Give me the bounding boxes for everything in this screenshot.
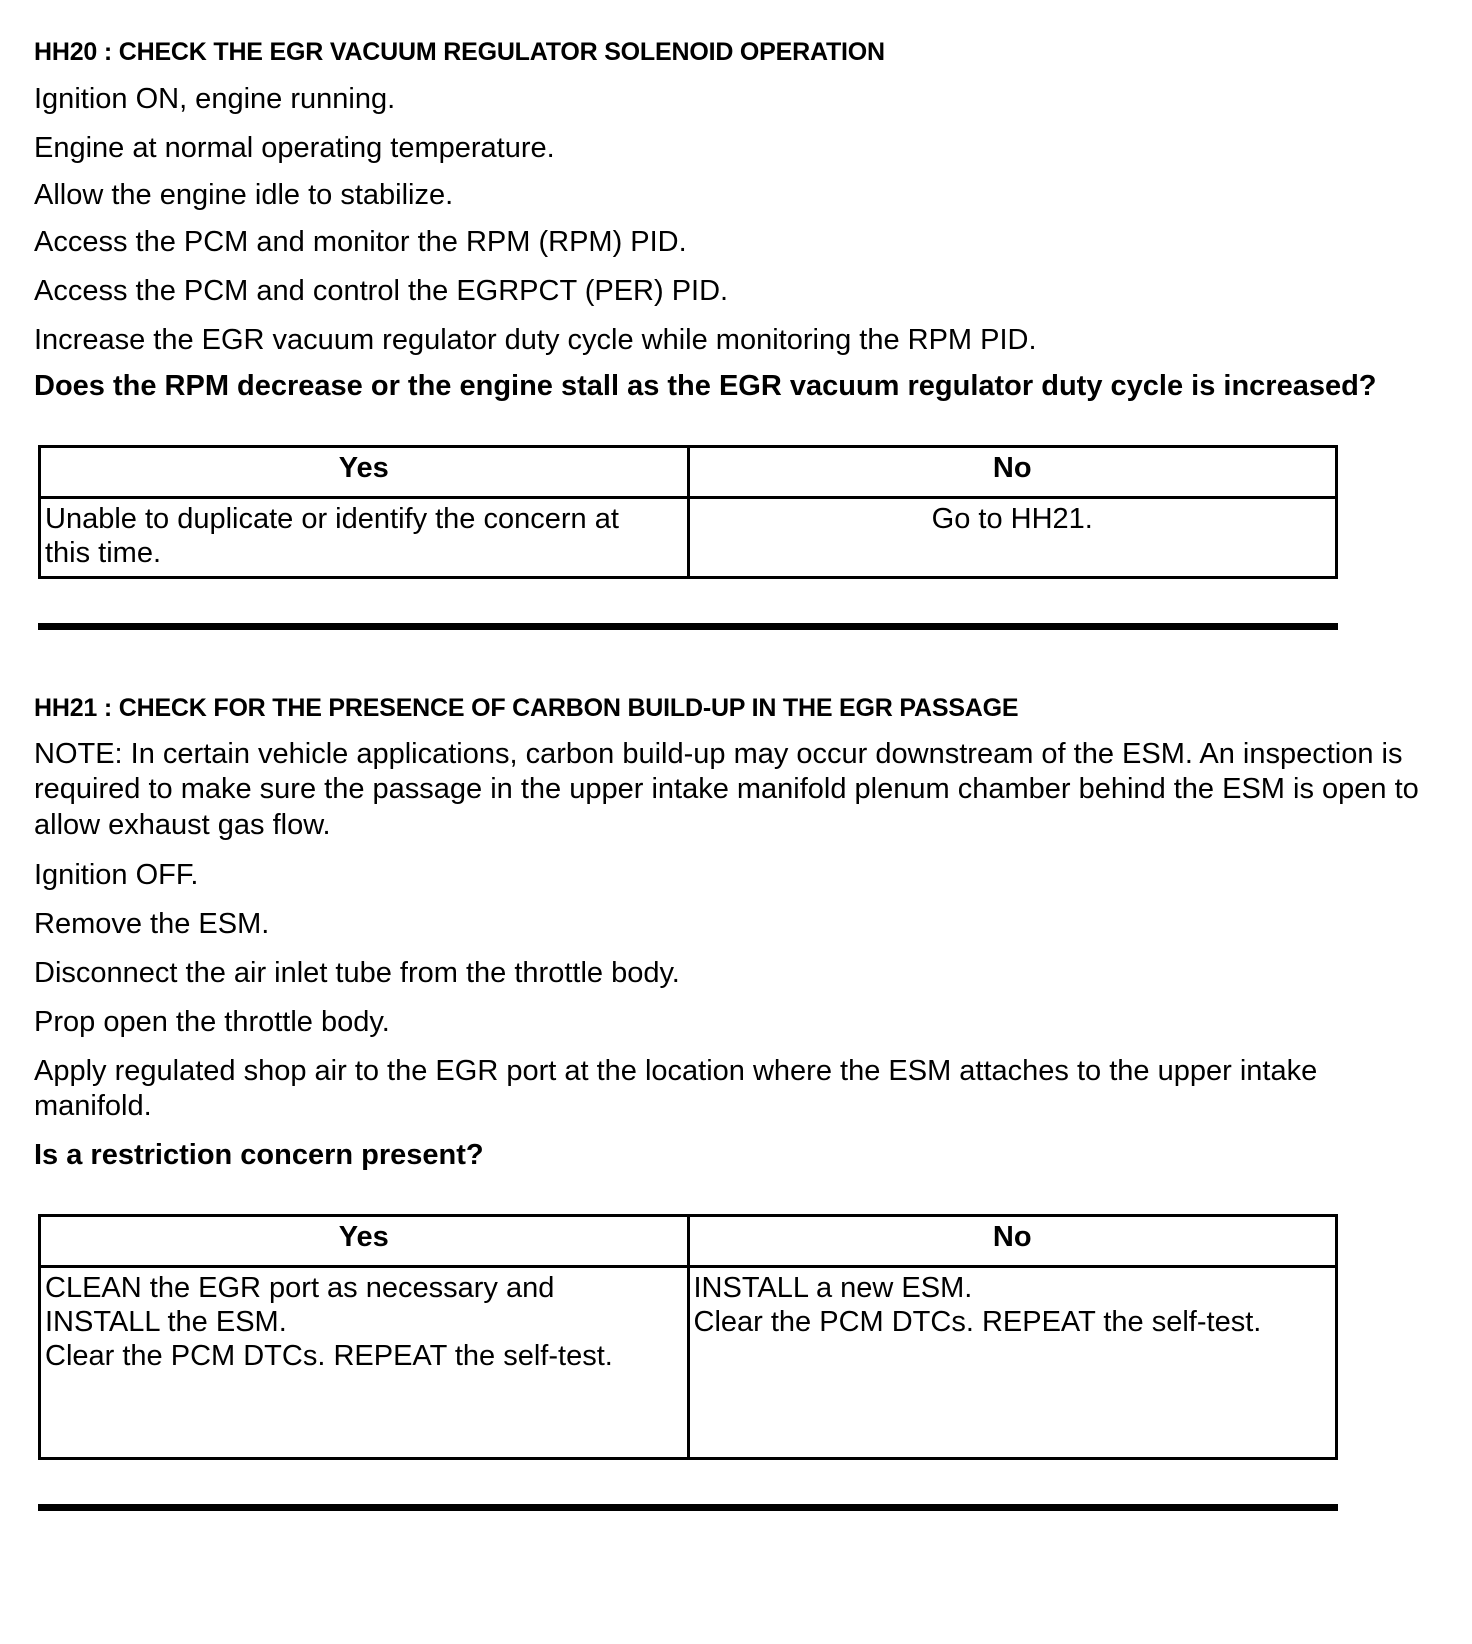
step-line: Increase the EGR vacuum regulator duty cycle while monitoring the RPM PID. (34, 324, 1037, 357)
step-line: Apply regulated shop air to the EGR port at the location where the ESM attaches to the upper intake manifold. (34, 1054, 1318, 1122)
column-header-no: No (688, 1215, 1337, 1266)
table-row (40, 1266, 1337, 1458)
step-line: Allow the engine idle to stabilize. (34, 178, 454, 211)
step-line: Prop open the throttle body. (34, 1006, 390, 1039)
cell-no-action (688, 497, 1337, 577)
column-header-yes: Yes (40, 1215, 689, 1266)
step-line: Access the PCM and control the EGRPCT (PER) PID. (34, 275, 729, 308)
section-gap (34, 630, 1438, 694)
step-question: Does the RPM decrease or the engine stall as the EGR vacuum regulator duty cycle is increased? (34, 370, 1377, 403)
step-question: Is a restriction concern present? (34, 1139, 484, 1172)
step-line: Ignition OFF. (34, 859, 199, 892)
cell-line: Go to HH21. (931, 502, 1093, 535)
decision-table (38, 445, 1338, 579)
column-header-yes: Yes (40, 446, 689, 497)
column-header-no: No (688, 446, 1337, 497)
section-divider (38, 1504, 1338, 1511)
step-line: Access the PCM and monitor the RPM (RPM) PID. (34, 226, 687, 259)
cell-line: INSTALL a new ESM. (693, 1271, 973, 1304)
section-hh20 (34, 38, 1438, 630)
cell-line: Clear the PCM DTCs. REPEAT the self-test. (45, 1340, 613, 1373)
step-heading: HH20 : CHECK THE EGR VACUUM REGULATOR SOLENOID OPERATION (34, 38, 885, 66)
cell-line: CLEAN the EGR port as necessary and (45, 1271, 555, 1304)
cell-no-action (688, 1266, 1337, 1458)
table-header-row (40, 1215, 1337, 1266)
cell-line: this time. (45, 537, 162, 569)
step-line: Ignition ON, engine running. (34, 82, 396, 115)
step-note: NOTE: In certain vehicle applications, carbon build-up may occur downstream of the ESM. An inspection is required to make sure the passage in the upper intake manifold plenum chamber behind the ESM is open to allow exhaust gas flow. (34, 737, 1419, 841)
cell-line: Unable to duplicate or identify the concern at (45, 502, 619, 535)
table-header-row (40, 446, 1337, 497)
section-hh21 (34, 694, 1438, 1510)
step-line: Remove the ESM. (34, 908, 270, 941)
table-row (40, 497, 1337, 577)
section-divider (38, 623, 1338, 630)
decision-table (38, 1214, 1338, 1460)
step-line: Disconnect the air inlet tube from the throttle body. (34, 957, 680, 990)
cell-yes-action (40, 497, 689, 577)
step-heading: HH21 : CHECK FOR THE PRESENCE OF CARBON BUILD-UP IN THE EGR PASSAGE (34, 694, 1019, 723)
cell-yes-action (40, 1266, 689, 1458)
cell-line: Clear the PCM DTCs. REPEAT the self-test. (693, 1305, 1262, 1338)
cell-line: INSTALL the ESM. (45, 1305, 287, 1338)
step-line: Engine at normal operating temperature. (34, 131, 555, 164)
